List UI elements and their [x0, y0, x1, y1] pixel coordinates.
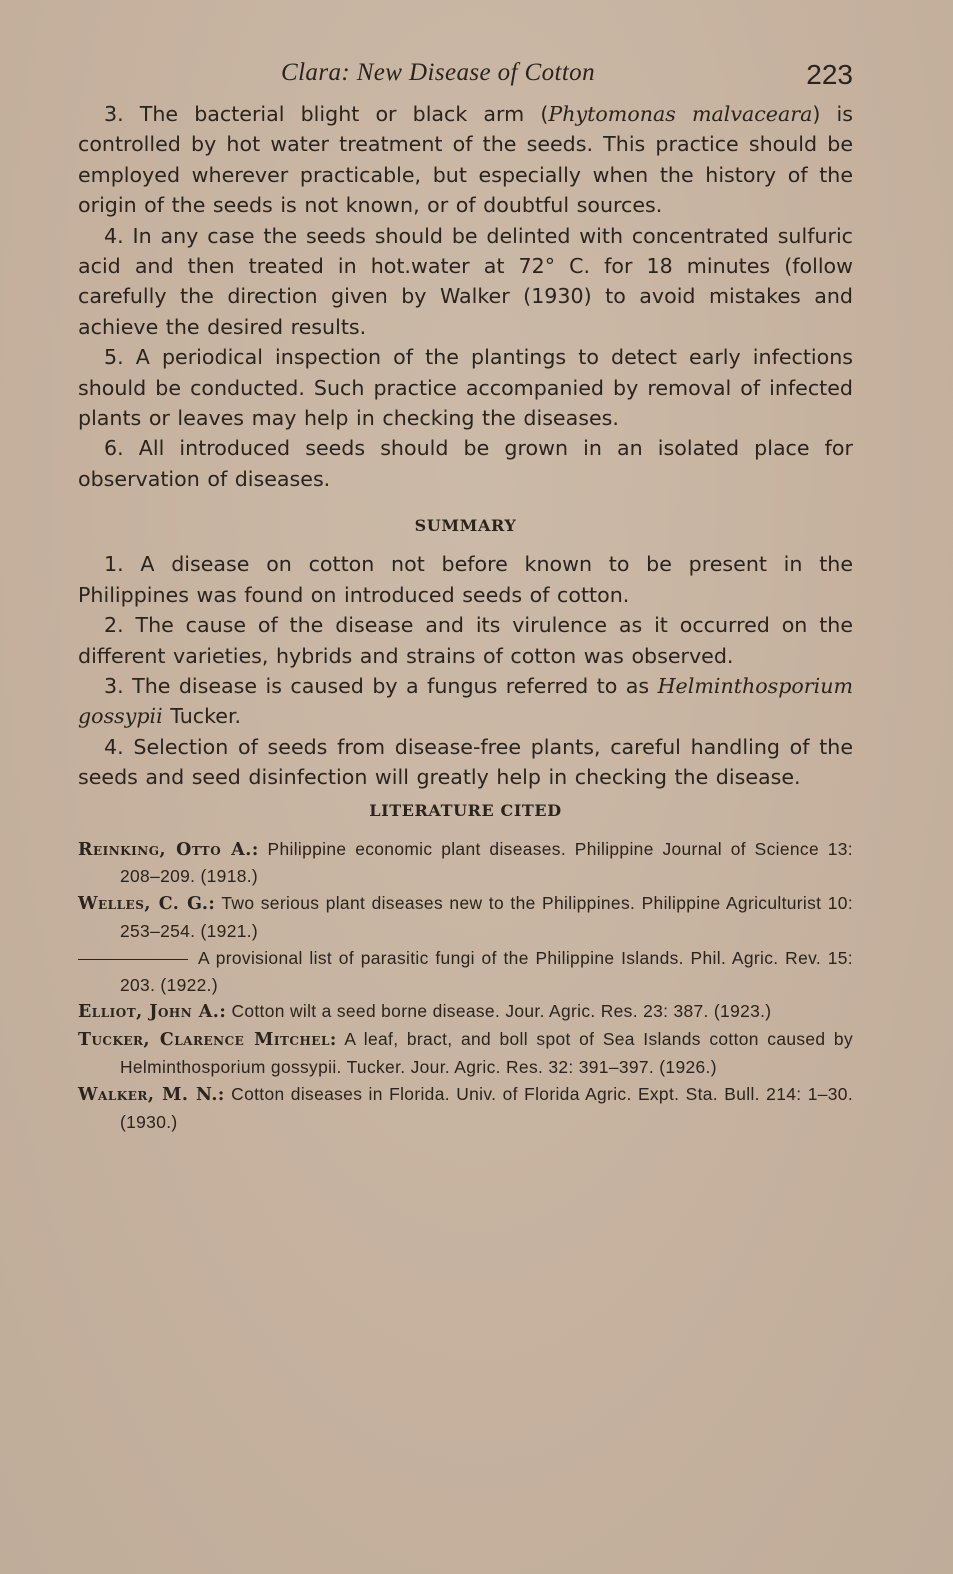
literature-heading: LITERATURE CITED — [369, 800, 562, 820]
recommendation-paragraph: 6. All introduced seeds should be grown in an isolated place for observation of diseases. — [78, 436, 853, 491]
summary-paragraph: 1. A disease on cotton not before known to be present in the Philippines was found on introduced seeds of cotton. — [78, 552, 853, 607]
summary-paragraph: 3. The disease is caused by a fungus referred to as Helminthosporium gossypii Tucker. — [78, 673, 854, 729]
reference-author: Tucker, Clarence Mitchel: — [78, 1030, 337, 1051]
recommendation-paragraph: 4. In any case the seeds should be delinted with concentrated sulfuric acid and then treated in hot.water at 72° C. for 18 minutes (follow carefully the direction given by Walker (1930) to avoid mistakes and achieve the desired results. — [78, 223, 854, 339]
species-name: Helminthosporium gossypii — [78, 673, 854, 729]
running-title: Clara: New Disease of Cotton — [281, 59, 595, 86]
reference-entry: Welles, C. G.: Two serious plant diseases new to the Philippines. Philippine Agriculturist 10: 253–254. (1921.) — [78, 893, 853, 941]
item-number: 5. — [104, 345, 124, 370]
journal-page — [78, 55, 853, 1135]
item-number: 4. — [104, 223, 124, 248]
reference-author: Welles, C. G.: — [78, 894, 216, 915]
summary-heading: SUMMARY — [414, 516, 517, 536]
reference-author: Elliot, John A.: — [78, 1002, 227, 1023]
reference-author: Walker, M. N.: — [78, 1084, 225, 1105]
ditto-dash — [78, 959, 188, 960]
species-name: Phytomonas malvaceara — [548, 102, 813, 126]
running-head — [78, 55, 853, 99]
reference-entry: Reinking, Otto A.: Philippine economic plant diseases. Philippine Journal of Science 13: 208–209. (1918.) — [78, 838, 853, 887]
item-number: 1. — [104, 552, 124, 577]
reference-entry: A provisional list of parasitic fungi of the Philippine Islands. Phil. Agric. Rev. 15: 203. (1922.) — [78, 945, 853, 999]
reference-entry: Walker, M. N.: Cotton diseases in Florida. Univ. of Florida Agric. Expt. Sta. Bull. 214: 1–30. (1930.) — [78, 1083, 854, 1132]
reference-entry: Tucker, Clarence Mitchel: A leaf, bract, and boll spot of Sea Islands cotton caused by Helminthosporium gossypii. Tucker. Jour. Agric. Res. 32: 391–397. (1926.) — [78, 1029, 853, 1077]
recommendation-paragraph: 5. A periodical inspection of the plantings to detect early infections should be conducted. Such practice accompanied by removal of infected plants or leaves may help in checking the diseases. — [78, 345, 853, 431]
reference-author: Reinking, Otto A.: — [78, 839, 259, 860]
summary-paragraph: 4. Selection of seeds from disease-free plants, careful handling of the seeds and seed disinfection will greatly help in checking the disease. — [78, 734, 854, 790]
item-number: 3. — [104, 102, 124, 126]
item-number: 3. — [104, 673, 124, 698]
recommendation-paragraph: 3. The bacterial blight or black arm (Phytomonas malvaceara) is controlled by hot water treatment of the seeds. This practice should be employed wherever practicable, but especially when the history of the origin of the seeds is not known, or of doubtful sources. — [78, 102, 853, 218]
reference-entry: Elliot, John A.: Cotton wilt a seed borne disease. Jour. Agric. Res. 23: 387. (1923.) — [78, 1001, 772, 1023]
recommendations-section — [78, 99, 853, 494]
item-number: 4. — [104, 734, 124, 759]
item-number: 2. — [104, 613, 124, 638]
page-number: 223 — [806, 59, 853, 90]
summary-section — [78, 549, 853, 792]
references-list — [78, 836, 853, 1136]
item-number: 6. — [104, 436, 124, 461]
summary-paragraph: 2. The cause of the disease and its virulence as it occurred on the different varieties, hybrids and strains of cotton was observed. — [78, 613, 853, 668]
